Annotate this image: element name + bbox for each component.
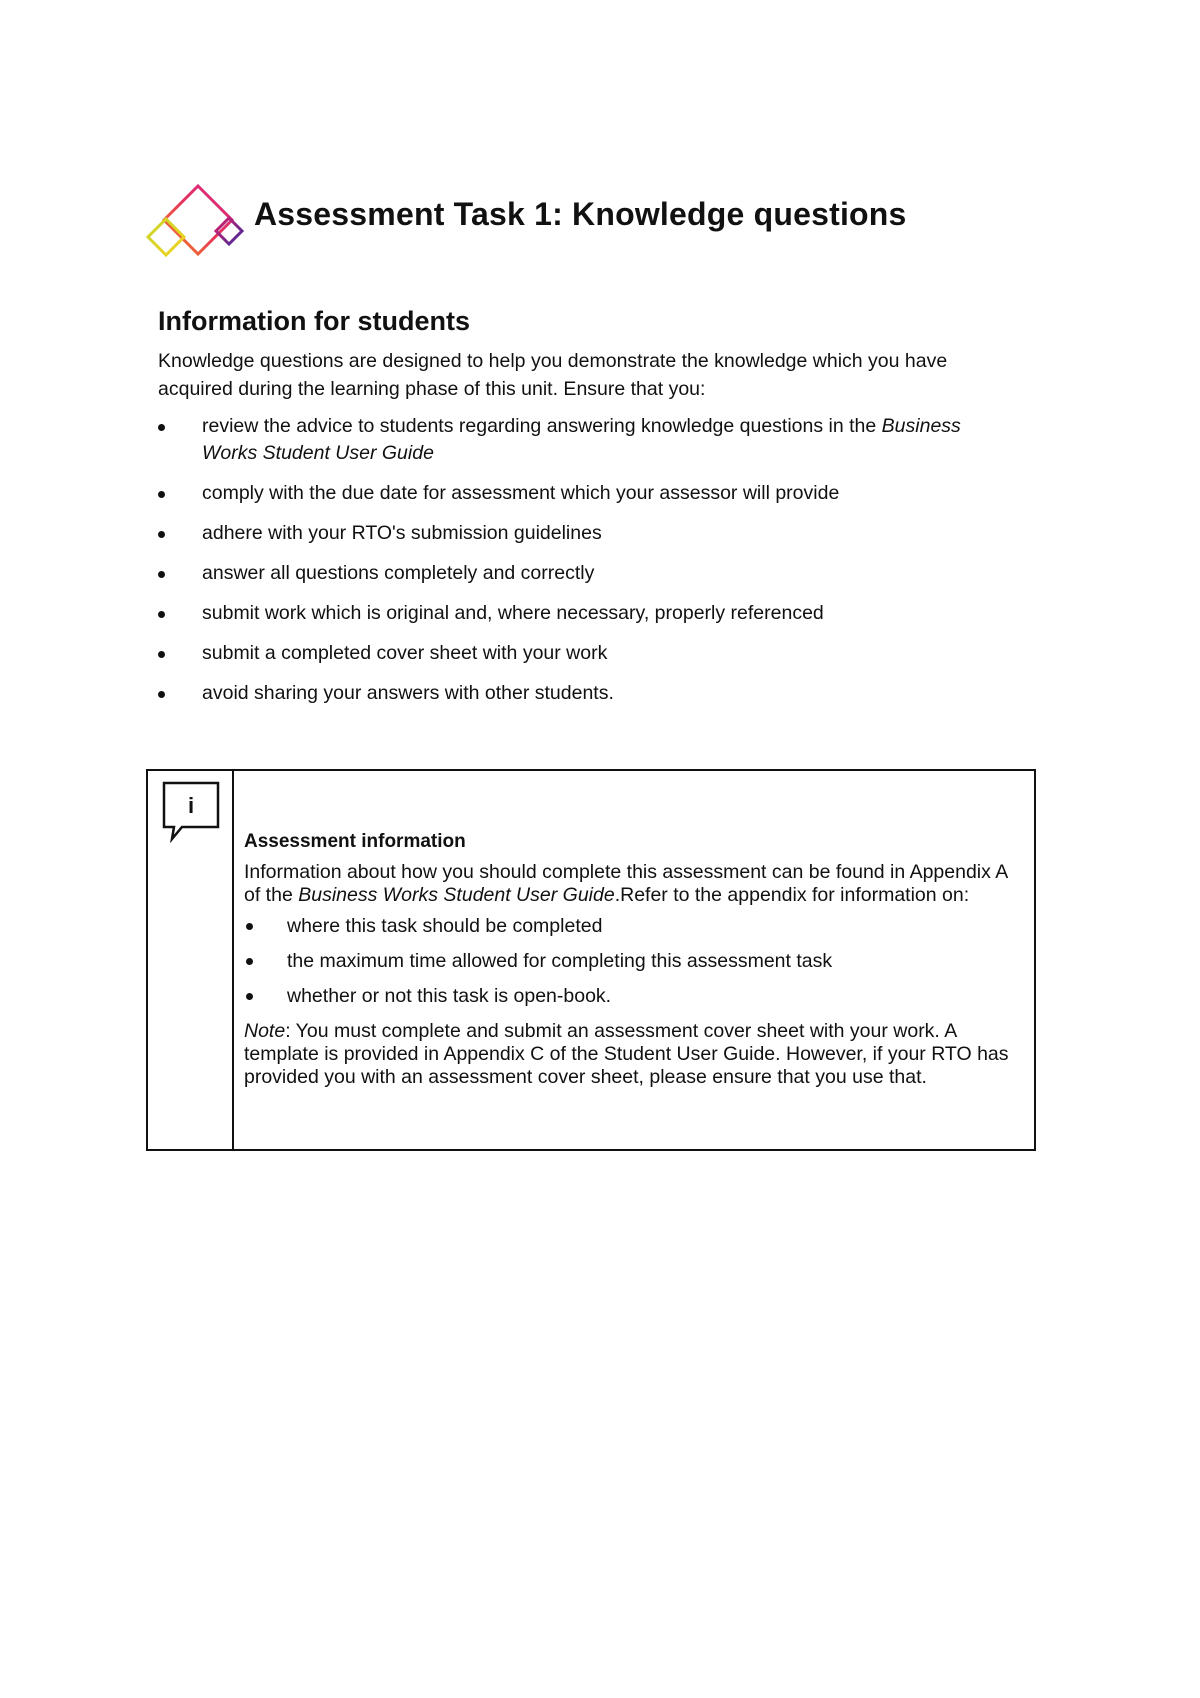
bullet-text: answer all questions completely and correctly — [202, 562, 595, 584]
section-heading: Information for students — [158, 306, 470, 336]
list-item — [158, 480, 1002, 507]
bullet-icon — [246, 958, 253, 965]
guide-title-italic: Business Works Student User Guide — [298, 884, 615, 906]
list-item — [244, 985, 1024, 1008]
info-box-content — [244, 831, 1024, 1089]
guide-title-italic: Business Works Student User Guide — [202, 415, 961, 464]
bullet-text: adhere with your RTO's submission guidelines — [202, 522, 602, 544]
bullet-text: where this task should be completed — [287, 915, 603, 937]
info-box-title: Assessment information — [244, 831, 466, 852]
info-para-text: Information about how you should complete this assessment can be found in Appendix A of the — [244, 861, 1008, 906]
list-item — [158, 520, 1002, 547]
title-block — [146, 184, 1046, 264]
diamond-logo-icon — [146, 184, 246, 258]
list-item — [158, 600, 1002, 627]
list-item — [158, 680, 1002, 707]
intro-paragraph: Knowledge questions are designed to help you demonstrate the knowledge which you have acquired during the learning phase of this unit. Ensure that you: — [158, 350, 948, 400]
list-item — [244, 950, 1024, 973]
bullet-icon — [158, 424, 165, 431]
note-label: Note — [244, 1020, 286, 1042]
note-text: : You must complete and submit an assessment cover sheet with your work. A template is provided in Appendix C of the Student User Guide. However, if your RTO has provided you with an assessment cover sheet, please ensure that you use that. — [244, 1020, 1009, 1088]
bullet-icon — [246, 993, 253, 1000]
list-item — [158, 640, 1002, 667]
bullet-text: avoid sharing your answers with other students. — [202, 682, 614, 704]
info-speech-bubble-icon — [162, 781, 222, 843]
bullet-text: review the advice to students regarding answering knowledge questions in the — [202, 415, 882, 437]
info-box-divider — [232, 771, 234, 1149]
bullet-icon — [158, 531, 165, 538]
bullet-icon — [158, 651, 165, 658]
list-item — [158, 560, 1002, 587]
bullet-icon — [158, 491, 165, 498]
bullet-text: whether or not this task is open-book. — [287, 985, 612, 1007]
bullet-text: submit work which is original and, where necessary, properly referenced — [202, 602, 824, 624]
info-bullet-list — [244, 915, 1024, 1008]
bullet-text: the maximum time allowed for completing this assessment task — [287, 950, 833, 972]
bullet-text: comply with the due date for assessment which your assessor will provide — [202, 482, 840, 504]
info-paragraph — [244, 861, 1024, 907]
student-bullet-list — [158, 413, 1038, 707]
information-section — [158, 306, 1038, 720]
page-title: Assessment Task 1: Knowledge questions — [254, 196, 907, 232]
assessment-info-box — [146, 769, 1036, 1151]
bullet-icon — [158, 611, 165, 618]
bullet-text: submit a completed cover sheet with your work — [202, 642, 608, 664]
bullet-icon — [246, 923, 253, 930]
note-paragraph — [244, 1020, 1024, 1089]
bullet-icon — [158, 571, 165, 578]
list-item — [244, 915, 1024, 938]
list-item — [158, 413, 1002, 467]
info-para-text-after: .Refer to the appendix for information on: — [614, 884, 970, 906]
bullet-icon — [158, 691, 165, 698]
info-letter: i — [187, 793, 195, 818]
